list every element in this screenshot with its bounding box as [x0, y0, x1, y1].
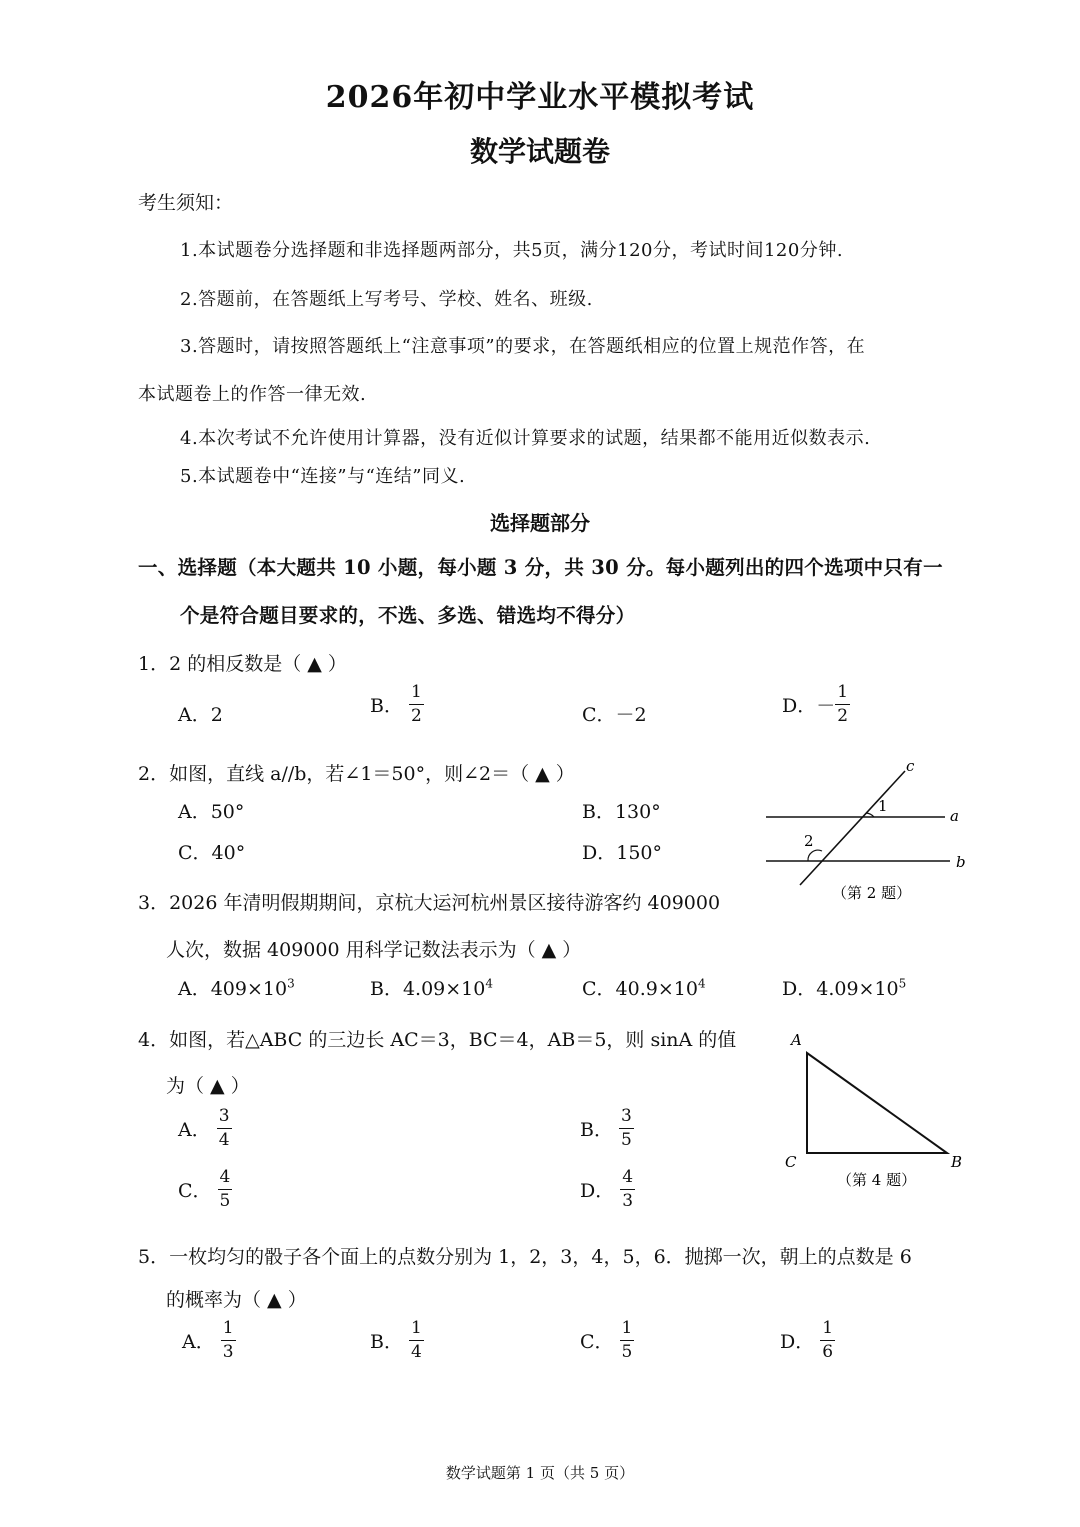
q3-d-exp: 5 — [898, 976, 907, 991]
q2-label-angle1: 1 — [878, 797, 888, 815]
q1-a-label: A． — [178, 704, 211, 726]
q5-d-label: D． — [780, 1331, 815, 1353]
q3-a-exp: 3 — [287, 976, 295, 991]
q2-angle-2-arc — [808, 850, 822, 861]
q5-option-b — [370, 1320, 424, 1361]
q3-a-base: A．409×10 — [178, 978, 288, 1000]
q1-c-label: C． — [582, 704, 616, 726]
q5-c-label: C． — [580, 1331, 614, 1353]
page-footer: 数学试题第 1 页（共 5 页） — [445, 1464, 635, 1482]
q1-option-d — [782, 684, 850, 725]
q3-c-base: C．40.9×10 — [582, 978, 698, 1000]
q3-option-d — [782, 974, 906, 1001]
q1-option-c — [582, 700, 647, 727]
q4-c-num: 4 — [218, 1169, 233, 1190]
q1-d-fraction — [835, 684, 850, 725]
q2-label-angle2: 2 — [804, 832, 814, 850]
q4-d-label: D． — [580, 1180, 615, 1202]
section-instruction-line1: 一、选择题（本大题共 10 小题，每小题 3 分，共 30 分。每小题列出的四个选项中只有一 — [138, 556, 943, 579]
q4-d-num: 4 — [620, 1169, 635, 1190]
q5-a-label: A． — [182, 1331, 215, 1353]
q2-stem: 2．如图，直线 a//b，若∠1＝50°，则∠2＝（ ▲ ） — [138, 763, 575, 785]
q4-b-den: 5 — [620, 1130, 632, 1150]
notice-item-2: 2.答题前，在答题纸上写考号、学校、姓名、班级. — [180, 289, 593, 310]
q1-d-label: D． — [782, 695, 817, 717]
q1-b-den: 2 — [410, 706, 422, 726]
q1-b-label: B． — [370, 695, 403, 717]
q2-option-c: C．40° — [178, 842, 246, 864]
q5-b-num: 1 — [409, 1320, 424, 1341]
q4-caption: （第 4 题） — [837, 1171, 917, 1189]
q3-b-exp: 4 — [485, 976, 494, 991]
q4-option-a — [178, 1108, 232, 1149]
q4-a-label: A． — [178, 1119, 211, 1141]
q5-option-c — [580, 1320, 634, 1361]
q4-a-fraction — [217, 1108, 232, 1149]
q4-figure — [775, 1025, 975, 1195]
q5-c-fraction — [620, 1320, 635, 1361]
q5-b-label: B． — [370, 1331, 403, 1353]
q1-d-sign: － — [816, 695, 836, 717]
q2-option-a: A．50° — [178, 801, 245, 823]
q3-d-base: D．4.09×10 — [782, 978, 899, 1000]
q4-label-A: A — [791, 1031, 802, 1049]
q4-triangle — [807, 1053, 947, 1153]
q4-d-fraction — [620, 1169, 635, 1210]
q5-d-num: 1 — [820, 1320, 835, 1341]
q1-option-b — [370, 684, 424, 725]
q5-c-num: 1 — [620, 1320, 635, 1341]
q4-b-num: 3 — [619, 1108, 634, 1129]
notice-heading: 考生须知： — [138, 192, 234, 214]
q2-line-c — [800, 771, 905, 885]
q1-d-den: 2 — [837, 706, 849, 726]
q2-label-b: b — [956, 853, 966, 871]
q4-a-den: 4 — [218, 1130, 230, 1150]
q1-option-a — [178, 700, 223, 727]
q3-stem-line1: 3．2026 年清明假期期间，京杭大运河杭州景区接待游客约 409000 — [138, 892, 721, 914]
q2-label-a: a — [950, 807, 959, 825]
q1-a-value: 2 — [210, 704, 223, 726]
q5-a-fraction — [221, 1320, 236, 1361]
q5-c-den: 5 — [621, 1342, 633, 1362]
q5-b-fraction — [409, 1320, 424, 1361]
q3-option-a — [178, 974, 295, 1001]
section-title: 选择题部分 — [490, 511, 590, 535]
q4-option-d — [580, 1169, 635, 1210]
q4-a-num: 3 — [217, 1108, 232, 1129]
q5-stem-line2: 的概率为（ ▲ ） — [166, 1289, 307, 1311]
exam-subtitle: 数学试题卷 — [469, 135, 610, 168]
notice-item-5: 5.本试题卷中“连接”与“连结”同义. — [180, 466, 466, 487]
q5-option-a — [182, 1320, 236, 1361]
notice-item-4: 4.本次考试不允许使用计算器，没有近似计算要求的试题，结果都不能用近似数表示. — [180, 428, 871, 449]
q3-stem-line2: 人次，数据 409000 用科学记数法表示为（ ▲ ） — [166, 939, 582, 961]
q4-c-label: C． — [178, 1180, 212, 1202]
q5-a-den: 3 — [222, 1342, 234, 1362]
q4-d-den: 3 — [622, 1191, 634, 1211]
q5-d-den: 6 — [822, 1342, 834, 1362]
exam-title: 2026年初中学业水平模拟考试 — [325, 80, 755, 115]
q2-caption: （第 2 题） — [832, 884, 912, 902]
q5-d-fraction — [820, 1320, 835, 1361]
q3-option-b — [370, 974, 493, 1001]
q4-option-b — [580, 1108, 634, 1149]
q4-b-fraction — [619, 1108, 634, 1149]
q1-c-value: －2 — [615, 704, 647, 726]
q2-label-c: c — [906, 757, 915, 775]
q1-stem: 1．2 的相反数是（ ▲ ） — [138, 653, 347, 675]
q4-option-c — [178, 1169, 232, 1210]
q3-option-c — [582, 974, 706, 1001]
q3-b-base: B．4.09×10 — [370, 978, 486, 1000]
q4-stem-line1: 4．如图，若△ABC 的三边长 AC＝3，BC＝4，AB＝5，则 sinA 的值 — [138, 1029, 737, 1051]
q1-d-num: 1 — [835, 684, 850, 705]
notice-item-3-cont: 本试题卷上的作答一律无效. — [138, 384, 367, 405]
q5-b-den: 4 — [410, 1342, 422, 1362]
section-instruction-line2: 个是符合题目要求的，不选、多选、错选均不得分） — [180, 604, 636, 627]
q1-b-num: 1 — [409, 684, 424, 705]
q5-stem-line1: 5．一枚均匀的骰子各个面上的点数分别为 1，2，3，4，5，6．抛掷一次，朝上的点数是 6 — [138, 1246, 912, 1268]
q3-c-exp: 4 — [697, 976, 706, 991]
q4-stem-line2: 为（ ▲ ） — [166, 1075, 250, 1097]
q2-option-b: B．130° — [582, 801, 661, 823]
q5-a-num: 1 — [221, 1320, 236, 1341]
q2-option-d: D．150° — [582, 842, 662, 864]
notice-item-1: 1.本试题卷分选择题和非选择题两部分，共5页，满分120分，考试时间120分钟. — [180, 240, 844, 261]
q4-c-den: 5 — [219, 1191, 231, 1211]
q4-b-label: B． — [580, 1119, 613, 1141]
q4-label-B: B — [951, 1153, 963, 1171]
q1-b-fraction — [409, 684, 424, 725]
q5-option-d — [780, 1320, 835, 1361]
q4-label-C: C — [785, 1153, 797, 1171]
notice-item-3: 3.答题时，请按照答题纸上“注意事项”的要求，在答题纸相应的位置上规范作答，在 — [180, 336, 866, 357]
q4-c-fraction — [218, 1169, 233, 1210]
q2-figure — [760, 755, 980, 905]
